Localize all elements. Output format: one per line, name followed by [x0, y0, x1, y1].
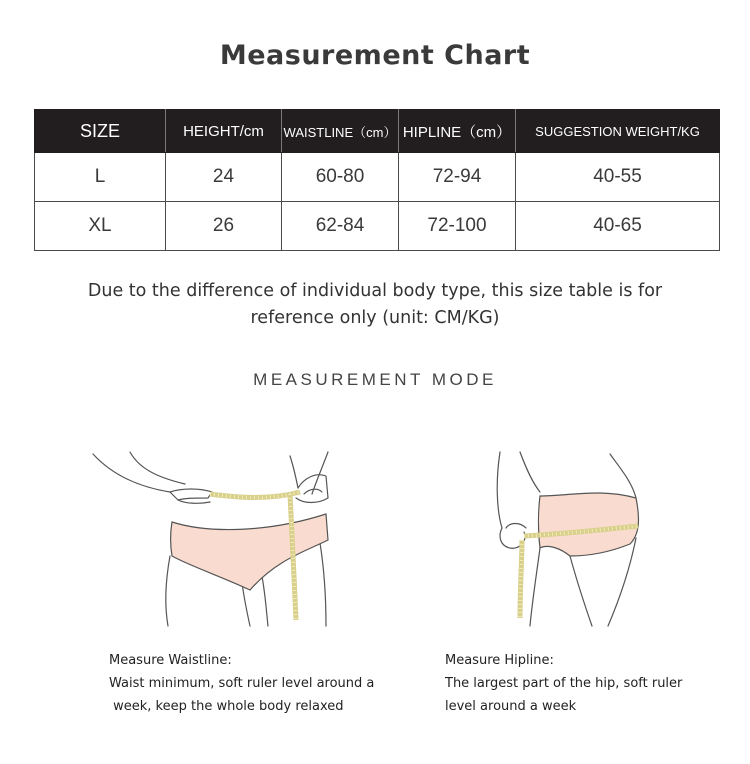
cell-hipline: 72-94 [399, 153, 516, 202]
header-waistline: WAISTLINE（cm） [282, 110, 399, 153]
cell-height: 24 [166, 153, 282, 202]
hip-caption-title: Measure Hipline: [445, 653, 554, 668]
header-size: SIZE [35, 110, 166, 153]
table-row [35, 202, 720, 251]
reference-note: Due to the difference of individual body type, this size table is for reference only (unit: CM/KG) [87, 281, 663, 328]
cell-weight: 40-55 [516, 153, 720, 202]
garment-shape [539, 493, 639, 556]
hip-measure-illustration [480, 448, 640, 628]
waist-caption [109, 649, 374, 718]
hip-caption-line: level around a week [445, 699, 577, 714]
header-hipline: HIPLINE（cm） [399, 110, 516, 153]
cell-waistline: 60-80 [282, 153, 399, 202]
waist-caption-line: week, keep the whole body relaxed [109, 699, 344, 714]
cell-waistline: 62-84 [282, 202, 399, 251]
table-row [35, 153, 720, 202]
garment-shape [171, 514, 329, 590]
cell-height: 26 [166, 202, 282, 251]
hip-caption-line: The largest part of the hip, soft ruler [445, 676, 683, 691]
header-suggestion-weight: SUGGESTION WEIGHT/KG [516, 110, 720, 153]
cell-size: XL [35, 202, 166, 251]
page-title: Measurement Chart [219, 40, 531, 71]
measurement-mode-heading: MEASUREMENT MODE [253, 370, 497, 389]
cell-weight: 40-65 [516, 202, 720, 251]
waist-caption-title: Measure Waistline: [109, 653, 232, 668]
cell-hipline: 72-100 [399, 202, 516, 251]
waist-caption-line: Waist minimum, soft ruler level around a [109, 676, 375, 691]
cell-size: L [35, 153, 166, 202]
size-table [34, 109, 720, 251]
hip-caption [445, 649, 682, 718]
header-height: HEIGHT/cm [166, 110, 282, 153]
size-table-header-row [35, 110, 720, 153]
waist-measure-illustration [90, 448, 335, 628]
